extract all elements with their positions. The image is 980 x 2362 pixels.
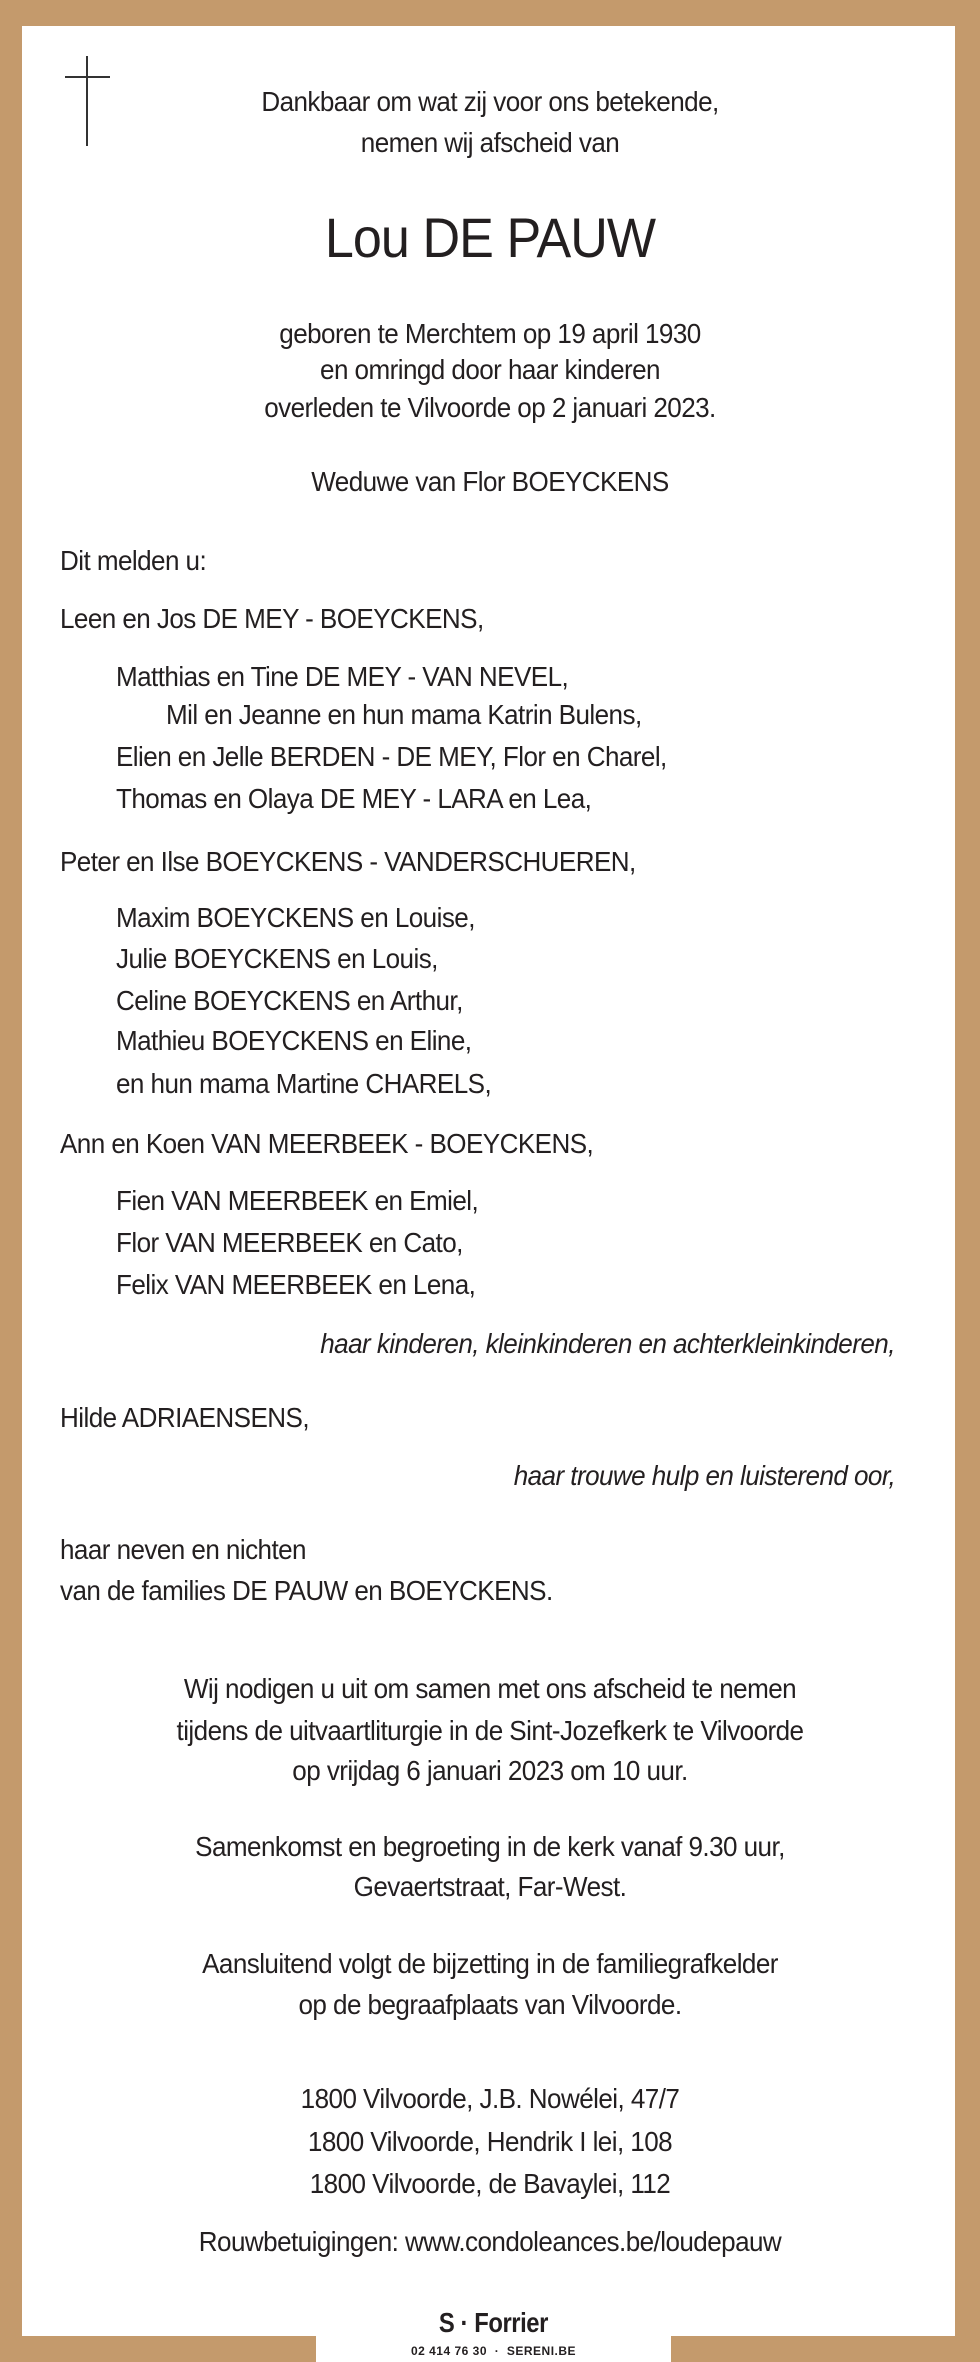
role-line: haar trouwe hulp en luisterend oor, — [513, 1460, 895, 1491]
helper-line: Hilde ADRIAENSENS, — [60, 1402, 310, 1433]
life-line: en omringd door haar kinderen — [320, 354, 660, 385]
invite-line: op vrijdag 6 januari 2023 om 10 uur. — [292, 1755, 688, 1786]
family-member: Felix VAN MEERBEEK en Lena, — [116, 1269, 476, 1300]
condolences-link[interactable]: Rouwbetuigingen: www.condoleances.be/loudepauw — [198, 2226, 782, 2257]
address-line: 1800 Vilvoorde, J.B. Nowélei, 47/7 — [300, 2083, 680, 2114]
gathering-line: Gevaertstraat, Far-West. — [353, 1871, 627, 1902]
funeral-home-contact: 02 414 76 30 · SERENI.BE — [410, 2344, 577, 2358]
cross-icon-bar — [65, 76, 110, 78]
burial-line: op de begraafplaats van Vilvoorde. — [298, 1989, 682, 2020]
burial-line: Aansluitend volgt de bijzetting in de familiegrafkelder — [202, 1948, 778, 1979]
bottom-border-right — [671, 2336, 980, 2362]
logo-name: Forrier — [474, 2307, 548, 2338]
family-member: Fien VAN MEERBEEK en Emiel, — [116, 1185, 479, 1216]
family-member: Julie BOEYCKENS en Louis, — [116, 943, 438, 974]
family-member: Mathieu BOEYCKENS en Eline, — [116, 1025, 472, 1056]
widow-line: Weduwe van Flor BOEYCKENS — [311, 466, 669, 497]
announce-line: Dit melden u: — [60, 545, 207, 576]
role-line: haar kinderen, kleinkinderen en achterkleinkinderen, — [320, 1328, 895, 1359]
family-member: Flor VAN MEERBEEK en Cato, — [116, 1227, 463, 1258]
bottom-border-left — [0, 2336, 316, 2362]
intro-line: Dankbaar om wat zij voor ons betekende, — [261, 86, 719, 117]
gathering-line: Samenkomst en begroeting in de kerk vanaf 9.30 uur, — [195, 1831, 785, 1862]
family-member: Mil en Jeanne en hun mama Katrin Bulens, — [166, 699, 642, 730]
family-head: Ann en Koen VAN MEERBEEK - BOEYCKENS, — [60, 1128, 594, 1159]
life-line: geboren te Merchtem op 19 april 1930 — [279, 318, 701, 349]
invite-line: Wij nodigen u uit om samen met ons afscheid te nemen — [183, 1673, 797, 1704]
relatives-line: haar neven en nichten — [60, 1534, 306, 1565]
address-line: 1800 Vilvoorde, de Bavaylei, 112 — [309, 2168, 671, 2199]
family-member: Celine BOEYCKENS en Arthur, — [116, 985, 463, 1016]
family-member: Elien en Jelle BERDEN - DE MEY, Flor en Charel, — [116, 741, 667, 772]
invite-line: tijdens de uitvaartliturgie in de Sint-Jozefkerk te Vilvoorde — [176, 1715, 804, 1746]
family-head: Leen en Jos DE MEY - BOEYCKENS, — [60, 603, 484, 634]
family-member: Maxim BOEYCKENS en Louise, — [116, 902, 475, 933]
logo-separator: · — [460, 2307, 469, 2338]
life-line: overleden te Vilvoorde op 2 januari 2023. — [264, 392, 716, 423]
family-member: Thomas en Olaya DE MEY - LARA en Lea, — [116, 783, 592, 814]
family-member: Matthias en Tine DE MEY - VAN NEVEL, — [116, 661, 569, 692]
family-member: en hun mama Martine CHARELS, — [116, 1068, 492, 1099]
family-head: Peter en Ilse BOEYCKENS - VANDERSCHUEREN, — [60, 846, 636, 877]
address-line: 1800 Vilvoorde, Hendrik I lei, 108 — [307, 2126, 673, 2157]
funeral-home-logo — [343, 2308, 645, 2338]
intro-line: nemen wij afscheid van — [360, 127, 620, 158]
relatives-line: van de families DE PAUW en BOEYCKENS. — [60, 1575, 553, 1606]
logo-s: S — [438, 2307, 455, 2338]
deceased-name: Lou DE PAUW — [324, 206, 656, 269]
